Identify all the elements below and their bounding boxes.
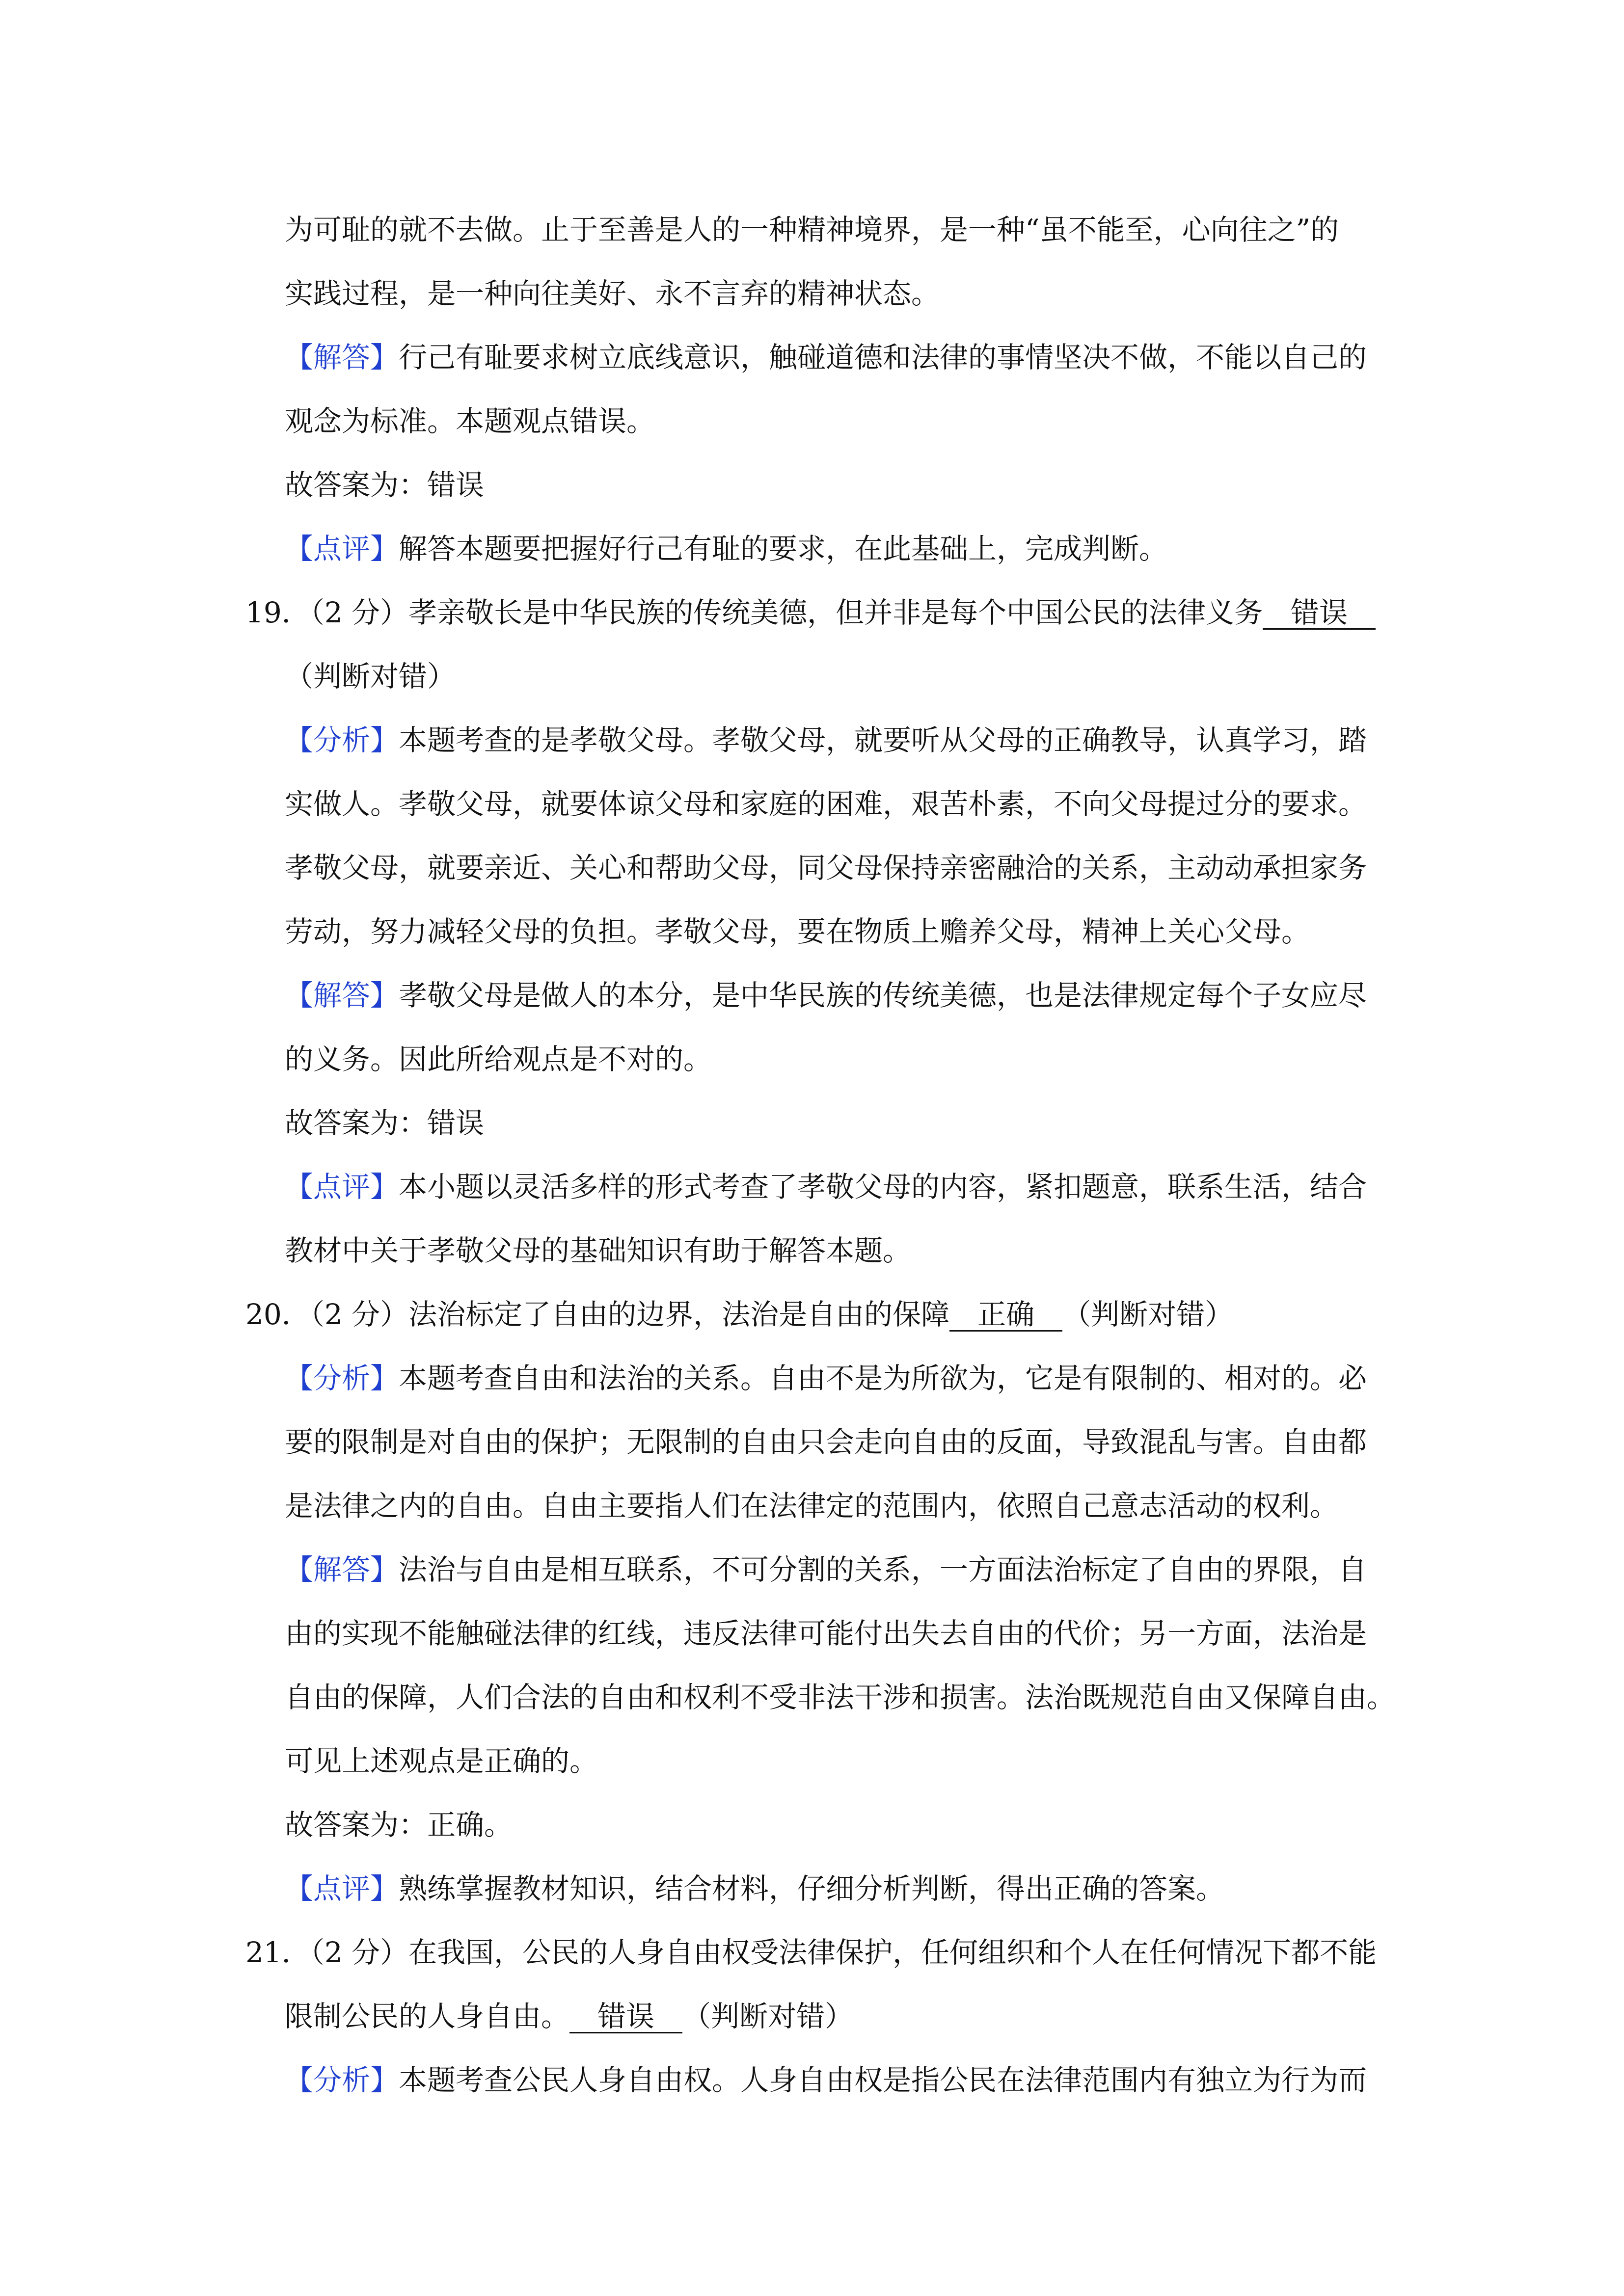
question-number: 20．	[245, 1298, 310, 1331]
q19-analysis-line: 孝敬父母，就要亲近、关心和帮助父母，同父母保持亲密融洽的关系，主动动承担家务	[285, 851, 1367, 884]
q19-final-answer: 故答案为：错误	[285, 1106, 485, 1140]
analysis-tag: 【分析】	[285, 2063, 399, 2097]
q19-analysis-line: 劳动，努力减轻父母的负担。孝敬父母，要在物质上赡养父母，精神上关心父母。	[285, 915, 1310, 948]
q19-suffix: （判断对错）	[285, 660, 456, 693]
review-tag: 【点评】	[285, 1872, 399, 1905]
q18-final-answer: 故答案为：错误	[285, 468, 485, 502]
question-number: 21．	[245, 1936, 310, 1969]
q20-answer-line: 自由的保障，人们合法的自由和权利不受非法干涉和损害。法治既规范自由又保障自由。	[285, 1681, 1396, 1714]
q19-review-line: 【点评】本小题以灵活多样的形式考查了孝敬父母的内容，紧扣题意，联系生活，结合	[285, 1170, 1367, 1203]
q18-answer-line: 观念为标准。本题观点错误。	[285, 404, 655, 438]
q21-stem: 21．（2 分）在我国，公民的人身自由权受法律保护，任何组织和个人在任何情况下都不能	[245, 1936, 1377, 1969]
answer-tag: 【解答】	[285, 979, 399, 1012]
q21-analysis-line: 【分析】本题考查公民人身自由权。人身自由权是指公民在法律范围内有独立为行为而	[285, 2063, 1367, 2097]
review-tag: 【点评】	[285, 532, 399, 565]
answer-blank: 正确	[949, 1299, 1062, 1332]
q21-stem-continued: 限制公民的人身自由。 错误 （判断对错）	[285, 2000, 854, 2033]
analysis-tag: 【分析】	[285, 1362, 399, 1395]
q19-analysis-line: 【分析】本题考查的是孝敬父母。孝敬父母，就要听从父母的正确教导，认真学习，踏	[285, 723, 1367, 757]
question-number: 19．	[245, 596, 310, 629]
q19-answer-line: 的义务。因此所给观点是不对的。	[285, 1042, 712, 1076]
q20-answer-line: 可见上述观点是正确的。	[285, 1744, 598, 1778]
q20-review-line: 【点评】熟练掌握教材知识，结合材料，仔细分析判断，得出正确的答案。	[285, 1872, 1225, 1905]
answer-blank: 错误	[569, 2001, 682, 2033]
q19-answer-line: 【解答】孝敬父母是做人的本分，是中华民族的传统美德，也是法律规定每个子女应尽	[285, 979, 1367, 1012]
q18-analysis-line: 为可耻的就不去做。止于至善是人的一种精神境界，是一种“虽不能至，心向往之”的	[285, 213, 1339, 246]
answer-tag: 【解答】	[285, 1553, 399, 1586]
answer-blank: 错误	[1263, 597, 1376, 630]
q19-analysis-line: 实做人。孝敬父母，就要体谅父母和家庭的困难，艰苦朴素，不向父母提过分的要求。	[285, 787, 1367, 821]
q20-analysis-line: 是法律之内的自由。自由主要指人们在法律定的范围内，依照自己意志活动的权利。	[285, 1489, 1339, 1522]
q20-analysis-line: 要的限制是对自由的保护；无限制的自由只会走向自由的反面，导致混乱与害。自由都	[285, 1425, 1367, 1459]
q19-review-line: 教材中关于孝敬父母的基础知识有助于解答本题。	[285, 1234, 912, 1267]
review-tag: 【点评】	[285, 1170, 399, 1203]
q18-review-line: 【点评】解答本题要把握好行己有耻的要求，在此基础上，完成判断。	[285, 532, 1168, 565]
q18-answer-line: 【解答】行己有耻要求树立底线意识，触碰道德和法律的事情坚决不做，不能以自己的	[285, 341, 1367, 374]
answer-tag: 【解答】	[285, 341, 399, 374]
q20-stem: 20．（2 分）法治标定了自由的边界，法治是自由的保障 正确 （判断对错）	[245, 1298, 1234, 1331]
q20-analysis-line: 【分析】本题考查自由和法治的关系。自由不是为所欲为，它是有限制的、相对的。必	[285, 1362, 1367, 1395]
q18-analysis-line: 实践过程，是一种向往美好、永不言弃的精神状态。	[285, 277, 940, 310]
q20-answer-line: 由的实现不能触碰法律的红线，违反法律可能付出失去自由的代价；另一方面，法治是	[285, 1617, 1367, 1650]
q20-final-answer: 故答案为：正确。	[285, 1808, 513, 1842]
q19-stem: 19．（2 分）孝亲敬长是中华民族的传统美德，但并非是每个中国公民的法律义务 错误	[245, 593, 1376, 632]
analysis-tag: 【分析】	[285, 723, 399, 757]
q20-answer-line: 【解答】法治与自由是相互联系，不可分割的关系，一方面法治标定了自由的界限，自	[285, 1553, 1367, 1586]
